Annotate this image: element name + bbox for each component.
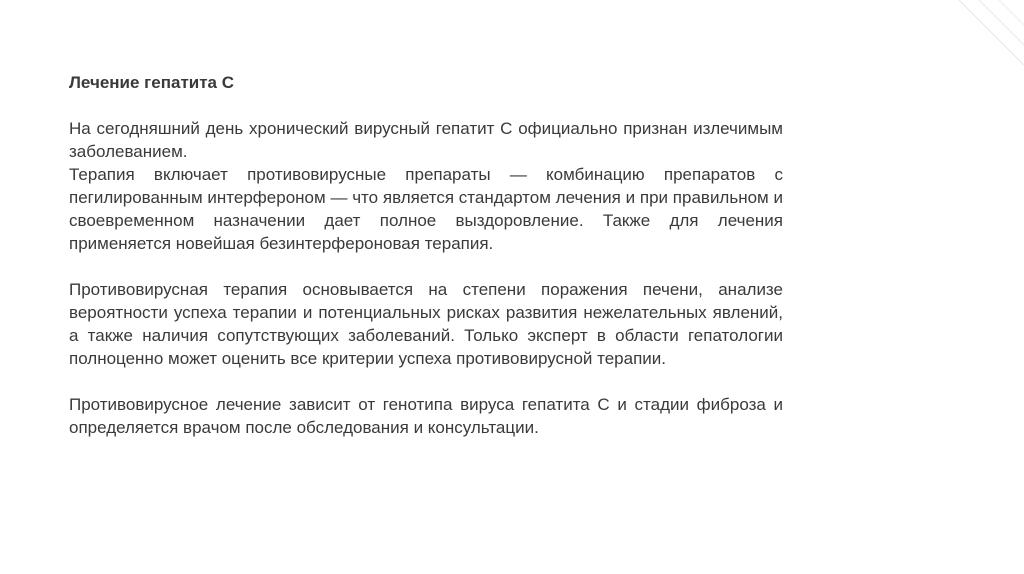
- corner-decoration: [904, 0, 1024, 120]
- paragraph-genotype: Противовирусное лечение зависит от генотипа вируса гепатита С и стадии фиброза и определяется врачом после обследования и консультации.: [69, 395, 783, 437]
- paragraph-antiviral-basis: Противовирусная терапия основывается на степени поражения печени, анализе вероятности успеха терапии и потенциальных рисках развития нежелательных явлений, а также наличия сопутствующих заболеваний. Только эксперт в области гепатологии полноценно может оценить все критерии успеха противовирусной терапии.: [69, 280, 783, 368]
- paragraph-therapy: Терапия включает противовирусные препараты — комбинацию препаратов с пегилированным интерфероном — что является стандартом лечения и при правильном и своевременном назначении дает полное выздоровление. Также для лечения применяется новейшая безинтерфероновая терапия.: [69, 165, 783, 253]
- document-title: Лечение гепатита С: [69, 73, 234, 92]
- paragraph-intro: На сегодняшний день хронический вирусный гепатит С официально признан излечимым заболеванием.: [69, 119, 783, 161]
- document-body: [69, 71, 783, 462]
